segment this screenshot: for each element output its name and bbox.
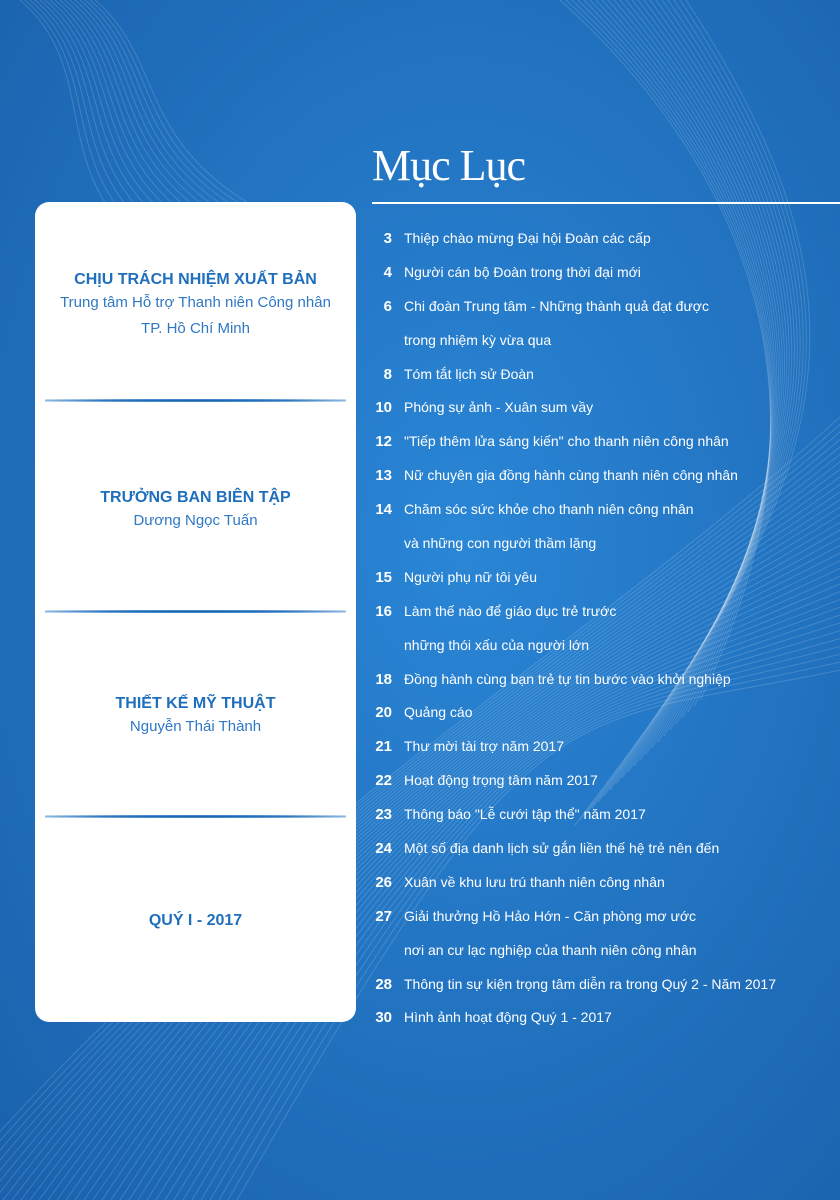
toc-item[interactable] (360, 425, 830, 459)
toc-item[interactable] (360, 222, 830, 256)
toc-page-number: 22 (375, 772, 392, 790)
toc-item[interactable] (360, 934, 830, 968)
toc-page-number: 26 (375, 873, 392, 891)
credit-heading: TRƯỞNG BAN BIÊN TẬP (100, 489, 291, 506)
toc-page-number: 28 (375, 975, 392, 993)
toc-item[interactable] (360, 527, 830, 561)
credit-publisher (35, 270, 356, 342)
credit-value: Nguyễn Thái Thành (129, 718, 262, 735)
credit-designer (35, 694, 356, 740)
toc-entry-title: Phóng sự ảnh - Xuân sum vầy (404, 399, 594, 416)
toc-entry-title: Đồng hành cùng bạn trẻ tự tin bước vào khởi nghiệp (404, 670, 731, 687)
toc-entry-title: Người phụ nữ tôi yêu (404, 568, 537, 585)
toc-page-number: 10 (375, 399, 392, 417)
toc-entry-title: Giải thưởng Hồ Hảo Hớn - Căn phòng mơ ước (404, 907, 697, 924)
issue-text: QUÝ I - 2017 (148, 912, 243, 929)
toc-page-number: 8 (383, 365, 392, 383)
toc-page-number: 21 (375, 738, 392, 756)
toc-entry-title: Hoạt động trọng tâm năm 2017 (404, 772, 598, 789)
toc-entry-title: những thói xấu của người lớn (404, 636, 589, 653)
toc-entry-title: Chi đoàn Trung tâm - Những thành quả đạt được (404, 297, 709, 314)
toc-item[interactable] (360, 900, 830, 934)
credit-value: Trung tâm Hỗ trợ Thanh niên Công nhân (60, 294, 331, 311)
toc-item[interactable] (360, 696, 830, 730)
toc-item[interactable] (360, 968, 830, 1002)
toc-entry-title: Hình ảnh hoạt động Quý 1 - 2017 (404, 1009, 612, 1026)
toc-page-number: 20 (375, 704, 392, 722)
toc-page-number: 27 (375, 907, 392, 925)
toc-page-number: 13 (375, 467, 392, 485)
toc-entry-title: nơi an cư lạc nghiệp của thanh niên công nhân (404, 941, 697, 958)
toc-page-number: 4 (383, 263, 392, 281)
toc-item[interactable] (360, 798, 830, 832)
toc-item[interactable] (360, 730, 830, 764)
page-title: Mục Lục (372, 141, 526, 190)
toc-entry-title: Người cán bộ Đoàn trong thời đại mới (404, 263, 641, 280)
toc-entry-title: Thông báo "Lễ cưới tập thể" năm 2017 (404, 806, 646, 823)
toc-item[interactable] (360, 1001, 830, 1035)
credits-panel (35, 202, 356, 1022)
toc-entry-title: Thiệp chào mừng Đại hội Đoàn các cấp (404, 230, 651, 246)
toc-entry-title: Thư mời tài trợ năm 2017 (404, 738, 565, 755)
toc-item[interactable] (360, 358, 830, 392)
divider (45, 399, 346, 402)
title-underline (372, 202, 840, 204)
toc-item[interactable] (360, 629, 830, 663)
issue-label (35, 911, 356, 931)
toc-item[interactable] (360, 595, 830, 629)
toc-page-number: 30 (375, 1009, 392, 1027)
toc-entry-title: Thông tin sự kiện trọng tâm diễn ra trong Quý 2 - Năm 2017 (404, 975, 777, 992)
toc-item[interactable] (360, 459, 830, 493)
toc-page-number: 15 (375, 568, 392, 586)
toc-page-number: 23 (375, 806, 392, 824)
toc-item[interactable] (360, 866, 830, 900)
toc-entry-title: Quảng cáo (404, 704, 473, 721)
credit-heading: CHỊU TRÁCH NHIỆM XUẤT BẢN (74, 271, 317, 288)
toc-item[interactable] (360, 391, 830, 425)
credit-heading: THIẾT KẾ MỸ THUẬT (115, 695, 276, 712)
toc-entry-title: Một số địa danh lịch sử gắn liền thế hệ trẻ nên đến (404, 840, 720, 857)
toc-item[interactable] (360, 832, 830, 866)
divider (45, 815, 346, 818)
credit-editor (35, 488, 356, 534)
toc-item[interactable] (360, 493, 830, 527)
toc-entry-title: Làm thế nào để giáo dục trẻ trước (404, 602, 617, 619)
toc-entry-title: Nữ chuyên gia đồng hành cùng thanh niên công nhân (404, 467, 738, 484)
credit-value: TP. Hồ Chí Minh (141, 320, 250, 337)
toc-entry-title: Tóm tắt lịch sử Đoàn (404, 365, 534, 382)
credit-value: Dương Ngọc Tuấn (133, 512, 258, 529)
toc-entry-title: Chăm sóc sức khỏe cho thanh niên công nhân (404, 501, 694, 518)
toc-entry-title: Xuân về khu lưu trú thanh niên công nhân (404, 873, 665, 890)
toc-item[interactable] (360, 324, 830, 358)
toc-page-number: 12 (375, 433, 392, 451)
toc-page-number: 16 (375, 602, 392, 620)
toc-item[interactable] (360, 290, 830, 324)
toc-entry-title: và những con người thầm lặng (404, 535, 597, 552)
toc-item[interactable] (360, 764, 830, 798)
table-of-contents (360, 222, 830, 1035)
toc-page-number: 18 (375, 670, 392, 688)
toc-item[interactable] (360, 663, 830, 697)
toc-page-number: 3 (383, 230, 392, 247)
toc-page-number: 6 (383, 297, 392, 315)
toc-page-number: 14 (375, 501, 392, 519)
toc-entry-title: "Tiếp thêm lửa sáng kiến" cho thanh niên công nhân (404, 433, 729, 450)
toc-item[interactable] (360, 561, 830, 595)
divider (45, 610, 346, 613)
toc-page-number: 24 (375, 840, 392, 858)
toc-entry-title: trong nhiệm kỳ vừa qua (404, 331, 552, 348)
toc-item[interactable] (360, 256, 830, 290)
